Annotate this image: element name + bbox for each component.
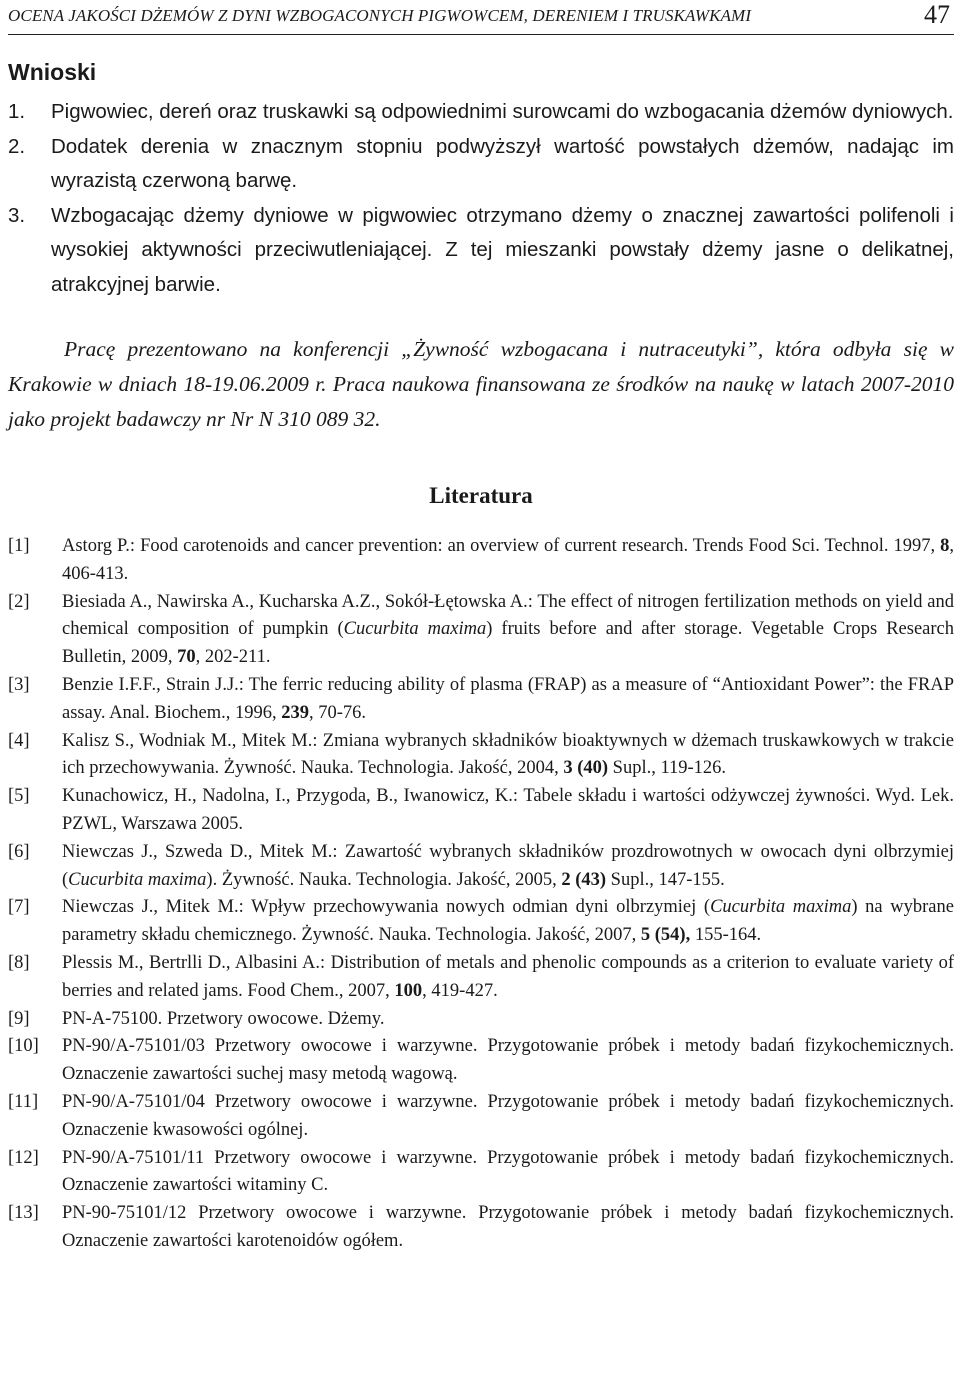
reference-text: , 406-413. bbox=[62, 536, 954, 584]
reference-text: PN-90/A-75101/11 Przetwory owocowe i warzywne. Przygotowanie próbek i metody badań fizykochemicznych. Oznaczenie zawartości witaminy C. bbox=[62, 1147, 954, 1196]
reference-number: [5] bbox=[8, 786, 30, 807]
reference-text: Kunachowicz, H., Nadolna, I., Przygoda, B., Iwanowicz, K.: Tabele składu i wartości odżywczej żywności. Wyd. Lek. PZWL, Warszawa 2005. bbox=[62, 786, 954, 834]
reference-text: PN-90-75101/12 Przetwory owocowe i warzywne. Przygotowanie próbek i metody badań fizykochemicznych. Oznaczenie zawartości karotenoidów ogółem. bbox=[62, 1203, 954, 1251]
page-number: 47 bbox=[924, 0, 950, 29]
reference-text: Astorg P.: Food carotenoids and cancer prevention: an overview of current research. Trends Food Sci. Technol. 1997, bbox=[62, 536, 941, 556]
reference-bold-text: 239 bbox=[281, 702, 309, 723]
reference-item bbox=[8, 950, 954, 1006]
reference-text: , 202-211. bbox=[195, 647, 271, 668]
reference-item bbox=[8, 1089, 954, 1145]
conclusion-text: Wzbogacając dżemy dyniowe w pigwowiec otrzymano dżemy o znacznej zawartości polifenoli i wysokiej aktywności przeciwutleniającej. Z tej mieszanki powstały dżemy jasne o delikatnej, atrakcyjnej barwie. bbox=[51, 203, 954, 296]
reference-number: [10] bbox=[8, 1036, 39, 1057]
reference-item bbox=[8, 1033, 954, 1089]
reference-bold-text: 70 bbox=[177, 647, 196, 668]
reference-number: [7] bbox=[8, 897, 30, 918]
conclusion-text: Pigwowiec, dereń oraz truskawki są odpowiednimi surowcami do wzbogacania dżemów dyniowych. bbox=[51, 100, 954, 123]
conclusion-text: Dodatek derenia w znacznym stopniu podwyższył wartość powstałych dżemów, nadając im wyrazistą czerwoną barwę. bbox=[51, 134, 954, 192]
reference-text: ) fruits before and after storage. Vegetable Crops Research Bulletin, 2009, bbox=[62, 619, 954, 668]
reference-number: [8] bbox=[8, 952, 30, 973]
reference-number: [3] bbox=[8, 674, 30, 695]
reference-text: , 419-427. bbox=[422, 980, 498, 1001]
reference-item bbox=[8, 589, 954, 672]
reference-text: Kalisz S., Wodniak M., Mitek M.: Zmiana wybranych składników bioaktywnych w dżemach truskawkowych w trakcie ich przechowywania. Żywność. Nauka. Technologia. Jakość, 2004, bbox=[62, 730, 954, 779]
reference-bold-text: 100 bbox=[394, 980, 423, 1001]
conclusion-number: 2. bbox=[8, 134, 26, 158]
reference-text: 155-164. bbox=[690, 925, 762, 946]
reference-text: Biesiada A., Nawirska A., Kucharska A.Z., Sokół-Łętowska A.: The effect of nitrogen fertilization methods on yield and chemical composition of pumpkin ( bbox=[62, 591, 954, 640]
acknowledgement-note: Pracę prezentowano na konferencji „Żywność wzbogacana i nutraceutyki”, która odbyła się w Krakowie w dniach 18-19.06.2009 r. Praca naukowa finansowana ze środków na naukę w latach 2007-2010 jako projekt badawczy nr Nr N 310 089 32. bbox=[8, 337, 954, 431]
references-list bbox=[8, 533, 954, 1256]
reference-italic-text: Cucurbita maxima bbox=[343, 619, 487, 640]
reference-number: [1] bbox=[8, 536, 30, 556]
reference-bold-text: 8 bbox=[940, 536, 950, 556]
reference-text: Plessis M., Bertrlli D., Albasini A.: Distribution of metals and phenolic compounds as a criterion to evaluate variety of berries and related jams. Food Chem., 2007, bbox=[62, 952, 954, 1001]
reference-text: PN-A-75100. Przetwory owocowe. Dżemy. bbox=[62, 1008, 385, 1029]
reference-number: [12] bbox=[8, 1147, 39, 1168]
conclusions-heading: Wnioski bbox=[8, 59, 97, 85]
reference-text: , 70-76. bbox=[308, 702, 367, 723]
conclusions-list bbox=[8, 95, 954, 302]
reference-number: [11] bbox=[8, 1091, 39, 1112]
reference-item bbox=[8, 1006, 954, 1034]
reference-italic-text: Cucurbita maxima bbox=[710, 897, 852, 918]
reference-item bbox=[8, 894, 954, 950]
reference-number: [13] bbox=[8, 1203, 39, 1224]
reference-bold-text: 3 (40) bbox=[563, 758, 609, 779]
reference-number: [4] bbox=[8, 730, 30, 751]
reference-text: Niewczas J., Szweda D., Mitek M.: Zawartość wybranych składników prozdrowotnych w owocach dyni olbrzymiej ( bbox=[62, 841, 954, 890]
reference-text: Benzie I.F.F., Strain J.J.: The ferric reducing ability of plasma (FRAP) as a measure of “Antioxidant Power”: the FRAP assay. Anal. Biochem., 1996, bbox=[62, 674, 954, 723]
reference-item bbox=[8, 672, 954, 728]
reference-number: [9] bbox=[8, 1008, 30, 1029]
reference-text: ) na wybrane parametry składu chemicznego. Żywność. Nauka. Technologia. Jakość, 2007, bbox=[62, 897, 954, 946]
reference-text: ). Żywność. Nauka. Technologia. Jakość, 2005, bbox=[206, 869, 562, 890]
reference-text: PN-90/A-75101/04 Przetwory owocowe i warzywne. Przygotowanie próbek i metody badań fizykochemicznych. Oznaczenie kwasowości ogólnej. bbox=[62, 1091, 954, 1140]
running-title: OCENA JAKOŚCI DŻEMÓW Z DYNI WZBOGACONYCH PIGWOWCEM, DERENIEM I TRUSKAWKAMI bbox=[8, 6, 752, 25]
reference-number: [6] bbox=[8, 841, 30, 862]
reference-text: Niewczas J., Mitek M.: Wpływ przechowywania nowych odmian dyni olbrzymiej ( bbox=[62, 897, 711, 918]
reference-item bbox=[8, 783, 954, 839]
conclusion-item bbox=[8, 199, 954, 303]
reference-item bbox=[8, 1145, 954, 1201]
conclusion-number: 1. bbox=[8, 100, 26, 123]
conclusion-item bbox=[8, 95, 954, 130]
reference-text: Supl., 147-155. bbox=[606, 869, 725, 890]
reference-item bbox=[8, 533, 954, 589]
reference-bold-text: 2 (43) bbox=[561, 869, 607, 890]
document-page bbox=[8, 0, 954, 1256]
reference-text: Supl., 119-126. bbox=[608, 758, 727, 779]
reference-text: PN-90/A-75101/03 Przetwory owocowe i warzywne. Przygotowanie próbek i metody badań fizykochemicznych. Oznaczenie zawartości suchej masy metodą wagową. bbox=[62, 1036, 954, 1085]
reference-item bbox=[8, 839, 954, 895]
reference-italic-text: Cucurbita maxima bbox=[68, 869, 207, 890]
reference-item bbox=[8, 1200, 954, 1256]
reference-number: [2] bbox=[8, 591, 30, 612]
reference-bold-text: 5 (54), bbox=[640, 925, 691, 946]
references-heading: Literatura bbox=[429, 483, 533, 508]
running-header bbox=[8, 0, 954, 35]
conclusion-item bbox=[8, 130, 954, 199]
reference-item bbox=[8, 728, 954, 784]
conclusion-number: 3. bbox=[8, 203, 26, 227]
